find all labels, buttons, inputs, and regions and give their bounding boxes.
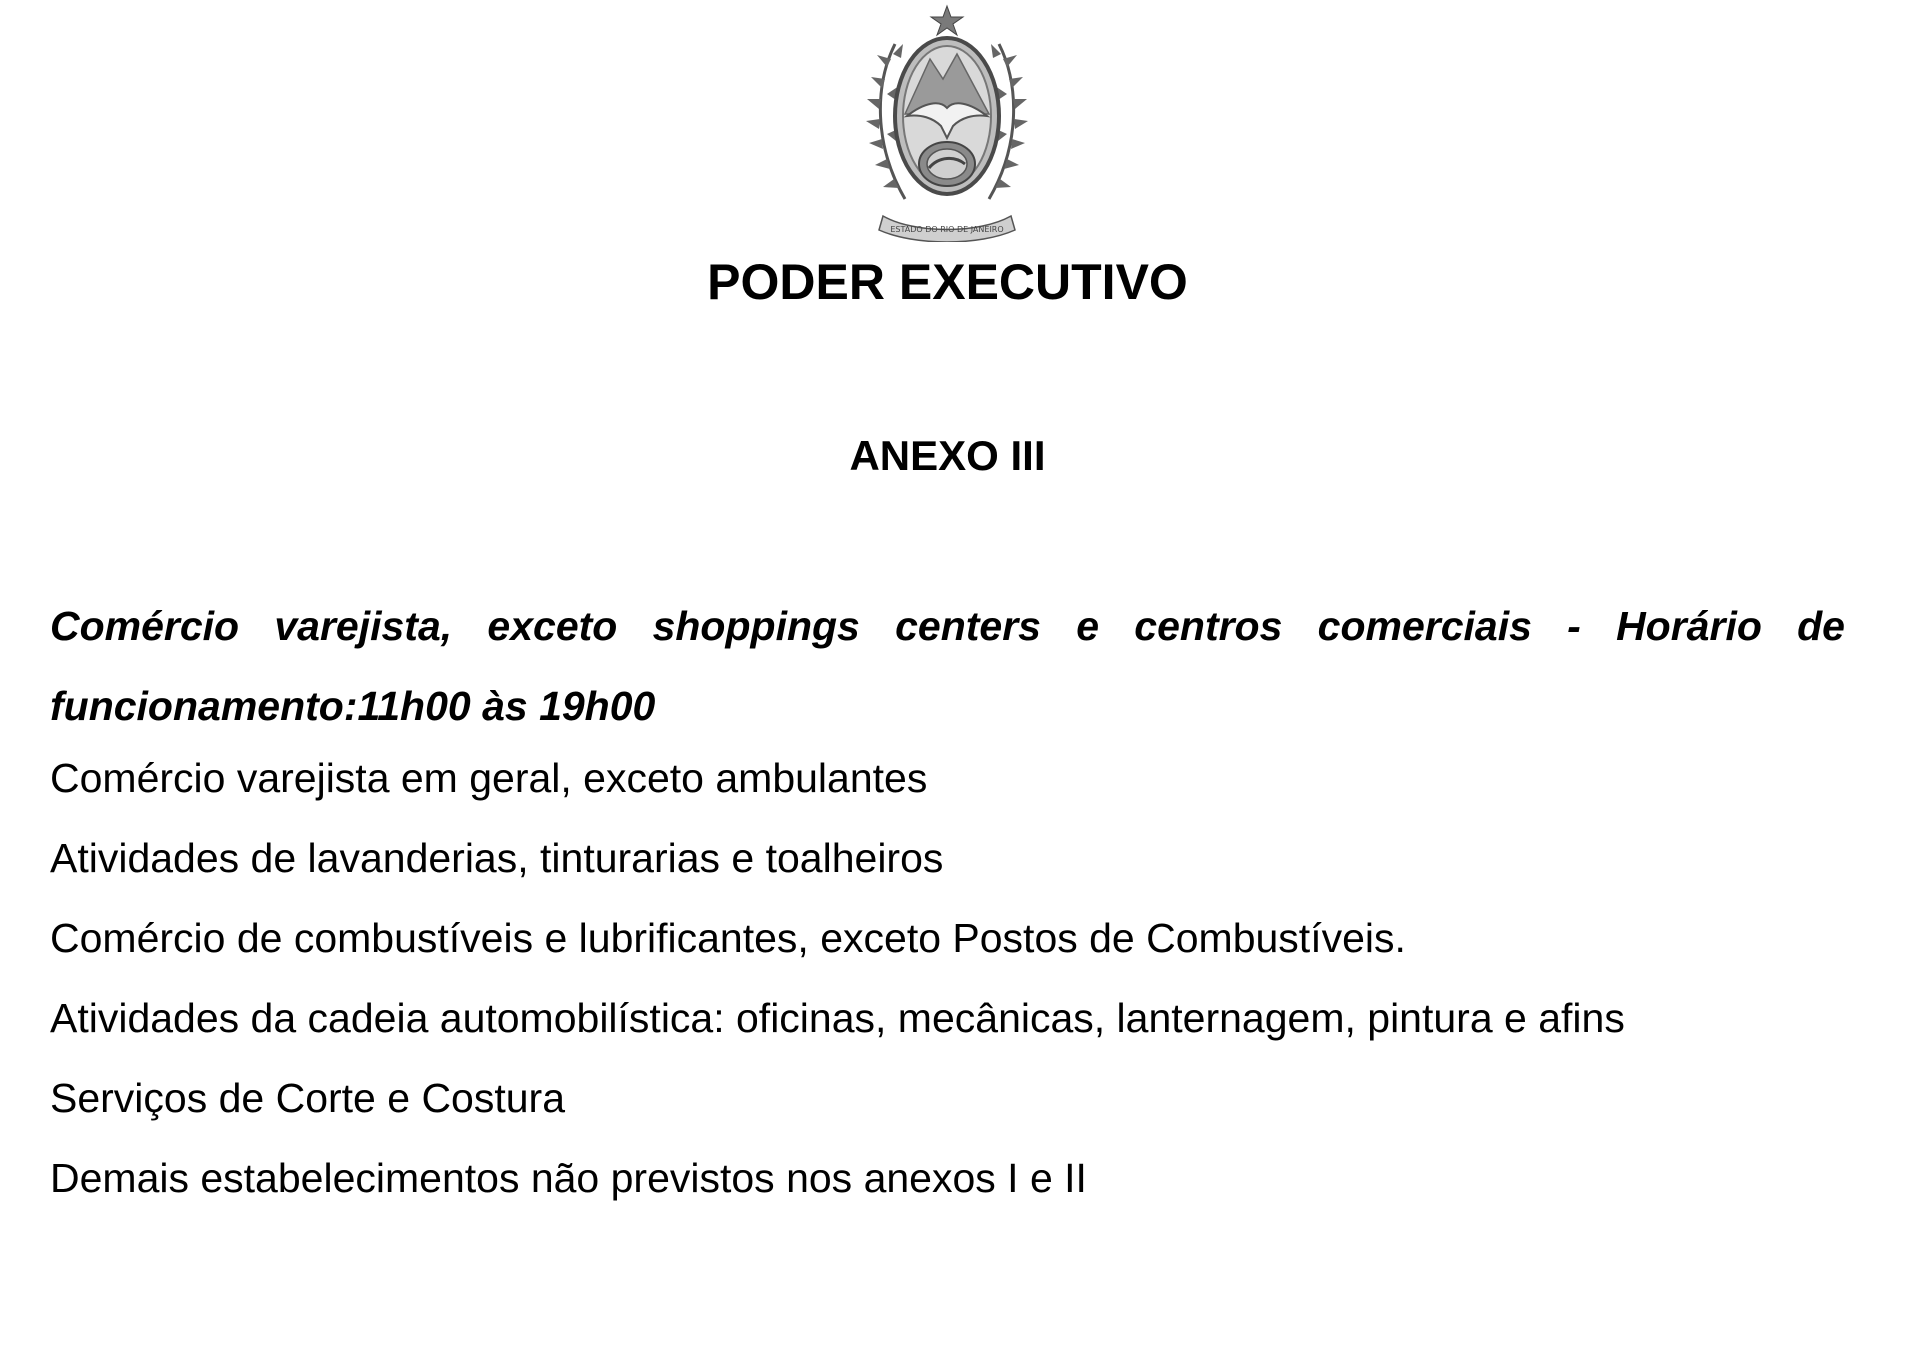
list-item: Comércio varejista em geral, exceto ambulantes (50, 755, 928, 801)
activity-list (50, 738, 1870, 1218)
list-item: Comércio de combustíveis e lubrificantes, exceto Postos de Combustíveis. (50, 915, 1406, 961)
state-coat-of-arms-icon (855, 4, 1039, 242)
annex-title: ANEXO III (849, 432, 1046, 479)
list-item: Serviços de Corte e Costura (50, 1075, 566, 1121)
list-item: Atividades de lavanderias, tinturarias e toalheiros (50, 835, 944, 881)
section-title: Comércio varejista, exceto shoppings centers e centros comerciais - Horário de funcionamento:11h00 às 19h00 (50, 603, 1845, 729)
branch-heading: PODER EXECUTIVO (707, 254, 1188, 310)
list-item: Demais estabelecimentos não previstos nos anexos I e II (50, 1155, 1087, 1201)
svg-text:ESTADO DO RIO DE JANEIRO: ESTADO DO RIO DE JANEIRO (890, 225, 1004, 234)
list-item: Atividades da cadeia automobilística: oficinas, mecânicas, lanternagem, pintura e afins (50, 995, 1625, 1041)
